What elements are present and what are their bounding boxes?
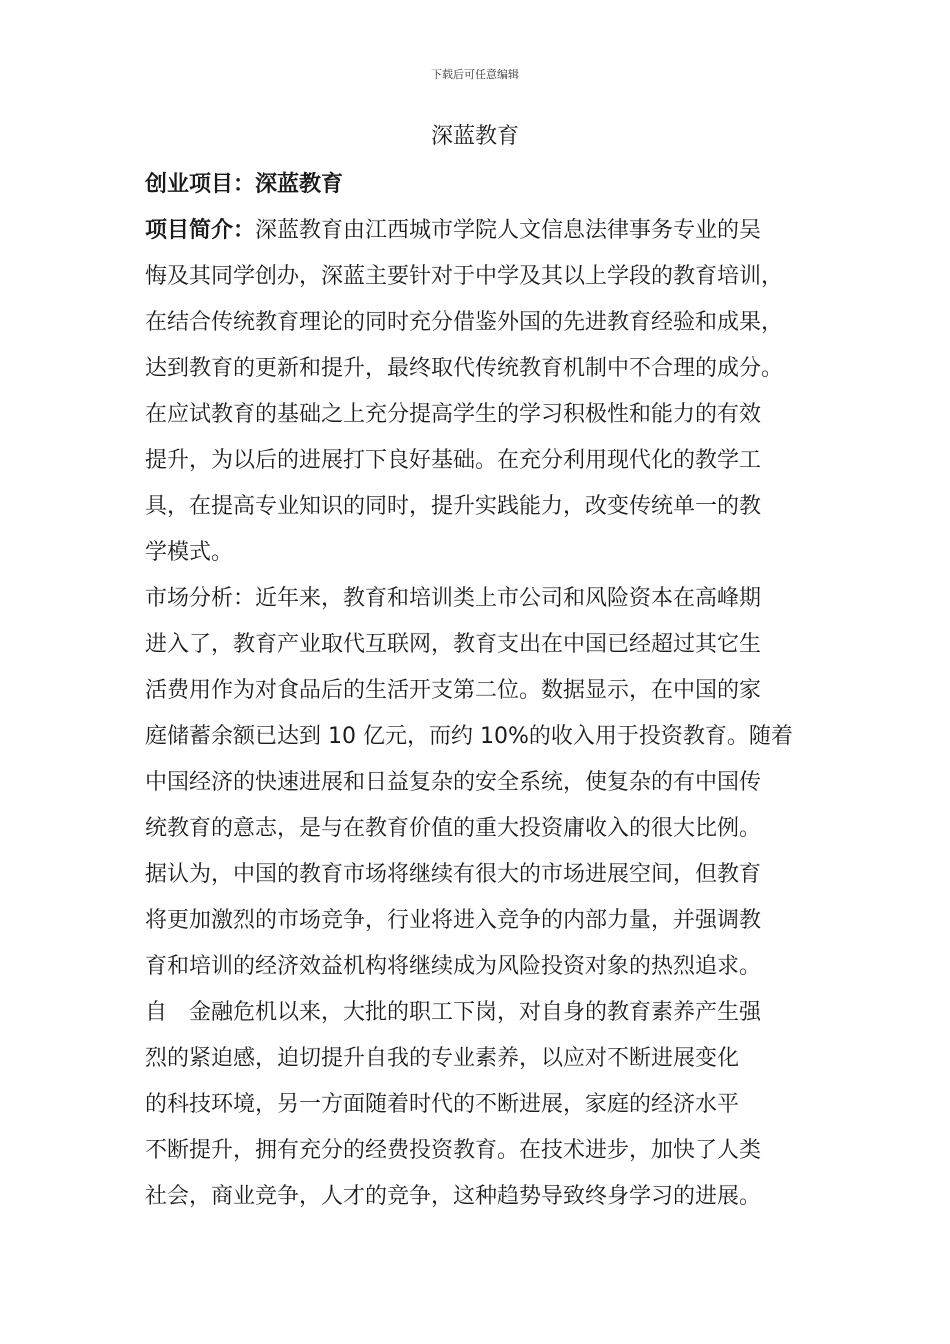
intro-line: 具，在提高专业知识的同时，提升实践能力，改变传统单一的教 bbox=[145, 494, 762, 519]
intro-line: 达到教育的更新和提升，最终取代传统教育机制中不合理的成分。 bbox=[145, 356, 784, 381]
market-line: 市场分析：近年来，教育和培训类上市公司和风险资本在高峰期 bbox=[145, 586, 762, 611]
market-line: 不断提升，拥有充分的经费投资教育。在技术进步，加快了人类 bbox=[145, 1138, 762, 1163]
intro-line: 悔及其同学创办，深蓝主要针对于中学及其以上学段的教育培训， bbox=[145, 264, 784, 289]
project-label: 创业项目： bbox=[145, 172, 256, 197]
project-line bbox=[145, 162, 825, 208]
intro-label: 项目简介： bbox=[145, 218, 256, 243]
market-line: 社会，商业竞争，人才的竞争，这种趋势导致终身学习的进展。 bbox=[145, 1184, 762, 1209]
market-line: 自 金融危机以来，大批的职工下岗，对自身的教育素养产生强 bbox=[145, 1000, 762, 1025]
intro-line-1 bbox=[145, 208, 825, 254]
document-body bbox=[145, 162, 825, 1220]
intro-line: 在应试教育的基础之上充分提高学生的学习积极性和能力的有效 bbox=[145, 402, 762, 427]
market-line: 育和培训的经济效益机构将继续成为风险投资对象的热烈追求。 bbox=[145, 954, 762, 979]
market-line: 中国经济的快速进展和日益复杂的安全系统，使复杂的有中国传 bbox=[145, 770, 762, 795]
intro-line: 在结合传统教育理论的同时充分借鉴外国的先进教育经验和成果， bbox=[145, 310, 784, 335]
market-line: 庭储蓄余额已达到 10 亿元，而约 10%的收入用于投资教育。随着 bbox=[145, 724, 793, 749]
market-line: 统教育的意志，是与在教育价值的重大投资庸收入的很大比例。 bbox=[145, 816, 762, 841]
market-line: 将更加激烈的市场竞争，行业将进入竞争的内部力量，并强调教 bbox=[145, 908, 762, 933]
market-line: 据认为，中国的教育市场将继续有很大的市场进展空间，但教育 bbox=[145, 862, 762, 887]
intro-line: 学模式。 bbox=[145, 540, 234, 565]
intro-text: 深蓝教育由江西城市学院人文信息法律事务专业的吴 bbox=[255, 218, 762, 243]
market-line: 烈的紧迫感，迫切提升自我的专业素养，以应对不断进展变化 bbox=[145, 1046, 740, 1071]
market-line: 进入了，教育产业取代互联网，教育支出在中国已经超过其它生 bbox=[145, 632, 762, 657]
page-header-note: 下载后可任意编辑 bbox=[431, 68, 519, 81]
market-line: 活费用作为对食品后的生活开支第二位。数据显示，在中国的家 bbox=[145, 678, 762, 703]
document-title: 深蓝教育 bbox=[430, 124, 519, 149]
project-name: 深蓝教育 bbox=[255, 172, 344, 197]
market-line: 的科技环境，另一方面随着时代的不断进展，家庭的经济水平 bbox=[145, 1092, 740, 1117]
intro-line: 提升，为以后的进展打下良好基础。在充分利用现代化的教学工 bbox=[145, 448, 762, 473]
